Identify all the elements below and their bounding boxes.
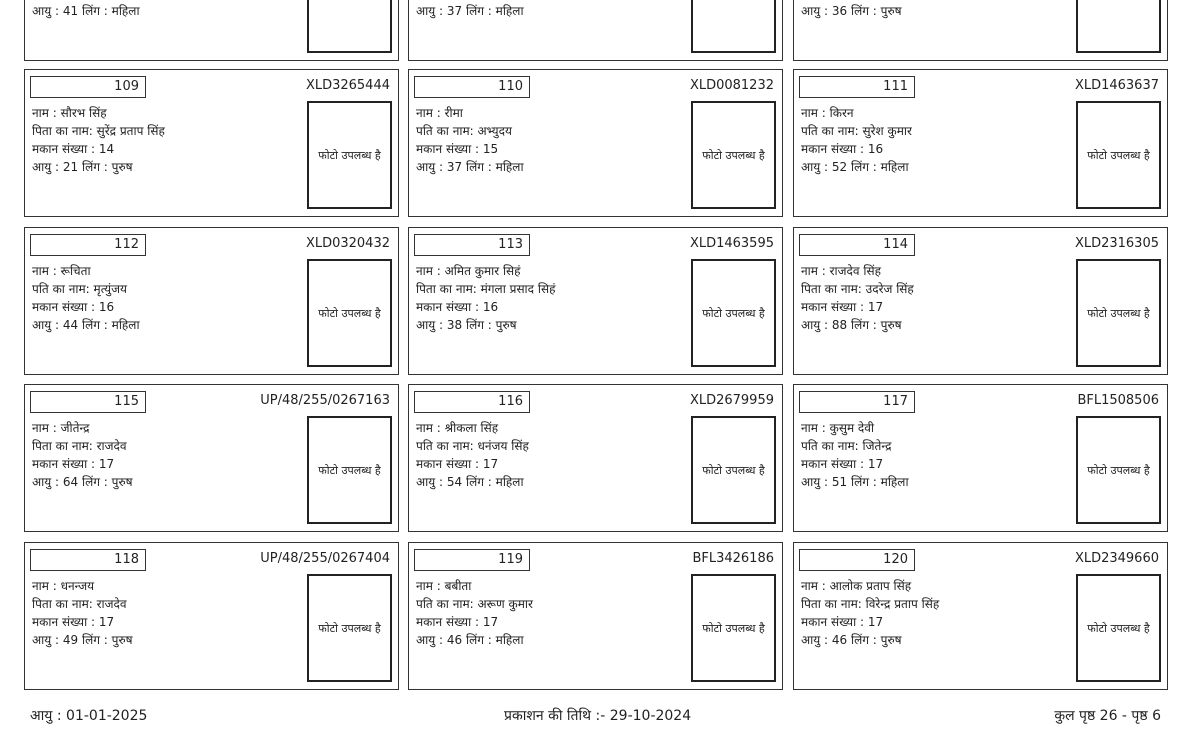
age-gender: आयु : 51 लिंग : महिला (801, 475, 909, 489)
age-gender: आयु : 21 लिंग : पुरुष (32, 160, 133, 174)
voter-name: नाम : बबीता (416, 579, 472, 593)
age-gender: आयु : 37 लिंग : महिला (416, 4, 524, 18)
photo-box (1076, 0, 1161, 53)
photo-box (1076, 574, 1161, 682)
photo-box (307, 0, 392, 53)
house-number: मकान संख्या : 14 (32, 142, 115, 156)
voter-details (32, 104, 165, 176)
voter-card-partial (793, 0, 1168, 61)
photo-label: फोटो उपलब्ध है (1087, 306, 1150, 320)
voter-details (416, 0, 524, 20)
voter-card (408, 542, 783, 690)
voter-card (408, 69, 783, 217)
relative-name: पिता का नाम: राजदेव (32, 597, 127, 611)
voter-name: नाम : रीमा (416, 106, 463, 120)
photo-label: फोटो उपलब्ध है (702, 148, 765, 162)
voter-name: नाम : कुसुम देवी (801, 421, 875, 435)
serial-number: 118 (30, 549, 146, 571)
relative-name: पिता का नाम: उदरेज सिंह (801, 282, 914, 296)
age-gender: आयु : 46 लिंग : पुरुष (801, 633, 902, 647)
house-number: मकान संख्या : 17 (801, 615, 884, 629)
relative-name: पिता का नाम: विरेन्द्र प्रताप सिंह (801, 597, 940, 611)
photo-box (691, 101, 776, 209)
voter-card-partial (24, 0, 399, 61)
epic-id: XLD2679959 (689, 393, 774, 408)
photo-box (691, 416, 776, 524)
epic-id: XLD1463595 (689, 236, 774, 251)
house-number: मकान संख्या : 17 (32, 457, 115, 471)
voter-card (24, 227, 399, 375)
relative-name: पति का नाम: मृत्युंजय (32, 282, 127, 296)
serial-number: 115 (30, 391, 146, 413)
photo-label: फोटो उपलब्ध है (318, 306, 381, 320)
voter-name: नाम : रूचिता (32, 264, 91, 278)
photo-label: फोटो उपलब्ध है (318, 148, 381, 162)
photo-box (307, 259, 392, 367)
photo-box (691, 259, 776, 367)
photo-label: फोटो उपलब्ध है (702, 463, 765, 477)
epic-id: XLD3265444 (305, 78, 390, 93)
age-gender: आयु : 54 लिंग : महिला (416, 475, 524, 489)
photo-box (307, 101, 392, 209)
photo-label: फोटो उपलब्ध है (1087, 463, 1150, 477)
serial-number: 116 (414, 391, 530, 413)
relative-name: पति का नाम: जितेन्द्र (801, 439, 892, 453)
voter-details (801, 577, 939, 649)
photo-box (1076, 416, 1161, 524)
relative-name: पिता का नाम: सुरेंद्र प्रताप सिंह (32, 124, 165, 138)
publication-date: प्रकाशन की तिथि :- 29-10-2024 (504, 708, 692, 724)
voter-card (793, 227, 1168, 375)
epic-id: BFL3426186 (692, 551, 774, 566)
epic-id: XLD2349660 (1074, 551, 1159, 566)
epic-id: XLD1463637 (1074, 78, 1159, 93)
serial-number: 119 (414, 549, 530, 571)
voter-card (408, 384, 783, 532)
voter-details (801, 0, 902, 20)
voter-details (32, 0, 140, 20)
voter-card (24, 69, 399, 217)
house-number: मकान संख्या : 16 (801, 142, 884, 156)
photo-box (307, 416, 392, 524)
voter-details (416, 577, 533, 649)
voter-card (24, 542, 399, 690)
epic-id: UP/48/255/0267163 (260, 393, 390, 408)
serial-number: 110 (414, 76, 530, 98)
house-number: मकान संख्या : 17 (416, 615, 499, 629)
serial-number: 113 (414, 234, 530, 256)
photo-box (1076, 101, 1161, 209)
epic-id: UP/48/255/0267404 (260, 551, 390, 566)
photo-box (691, 0, 776, 53)
age-gender: आयु : 52 लिंग : महिला (801, 160, 909, 174)
age-gender: आयु : 41 लिंग : महिला (32, 4, 140, 18)
serial-number: 114 (799, 234, 915, 256)
voter-card (793, 384, 1168, 532)
relative-name: पिता का नाम: राजदेव (32, 439, 127, 453)
serial-number: 111 (799, 76, 915, 98)
voter-card-partial (408, 0, 783, 61)
voter-card (24, 384, 399, 532)
voter-details (416, 419, 529, 491)
photo-box (1076, 259, 1161, 367)
voter-card (793, 69, 1168, 217)
page-info: कुल पृष्ठ 26 - पृष्ठ 6 (1054, 708, 1161, 724)
epic-id: BFL1508506 (1077, 393, 1159, 408)
voter-name: नाम : श्रीकला सिंह (416, 421, 499, 435)
serial-number: 120 (799, 549, 915, 571)
relative-name: पति का नाम: सुरेश कुमार (801, 124, 912, 138)
photo-box (691, 574, 776, 682)
house-number: मकान संख्या : 16 (416, 300, 499, 314)
voter-name: नाम : सौरभ सिंह (32, 106, 107, 120)
house-number: मकान संख्या : 17 (416, 457, 499, 471)
age-gender: आयु : 44 लिंग : महिला (32, 318, 140, 332)
age-gender: आयु : 36 लिंग : पुरुष (801, 4, 902, 18)
voter-details (32, 577, 133, 649)
photo-label: फोटो उपलब्ध है (318, 621, 381, 635)
voter-details (32, 419, 133, 491)
photo-box (307, 574, 392, 682)
voter-details (416, 104, 524, 176)
voter-card (793, 542, 1168, 690)
relative-name: पति का नाम: धनंजय सिंह (416, 439, 529, 453)
voter-details (801, 262, 914, 334)
voter-name: नाम : अमित कुमार सिहं (416, 264, 521, 278)
voter-name: नाम : जीतेन्द्र (32, 421, 90, 435)
voter-name: नाम : किरन (801, 106, 854, 120)
serial-number: 109 (30, 76, 146, 98)
house-number: मकान संख्या : 15 (416, 142, 499, 156)
voter-card (408, 227, 783, 375)
house-number: मकान संख्या : 17 (801, 300, 884, 314)
epic-id: XLD0081232 (689, 78, 774, 93)
relative-name: पति का नाम: अभ्युदय (416, 124, 512, 138)
voter-name: नाम : राजदेव सिंह (801, 264, 881, 278)
age-gender: आयु : 49 लिंग : पुरुष (32, 633, 133, 647)
age-gender: आयु : 37 लिंग : महिला (416, 160, 524, 174)
voter-name: नाम : आलोक प्रताप सिंह (801, 579, 912, 593)
photo-label: फोटो उपलब्ध है (702, 306, 765, 320)
house-number: मकान संख्या : 16 (32, 300, 115, 314)
age-gender: आयु : 46 लिंग : महिला (416, 633, 524, 647)
photo-label: फोटो उपलब्ध है (702, 621, 765, 635)
age-gender: आयु : 88 लिंग : पुरुष (801, 318, 902, 332)
voter-details (416, 262, 555, 334)
photo-label: फोटो उपलब्ध है (1087, 148, 1150, 162)
photo-label: फोटो उपलब्ध है (318, 463, 381, 477)
serial-number: 117 (799, 391, 915, 413)
voter-name: नाम : धनन्जय (32, 579, 95, 593)
voter-details (32, 262, 140, 334)
age-gender: आयु : 38 लिंग : पुरुष (416, 318, 517, 332)
house-number: मकान संख्या : 17 (801, 457, 884, 471)
relative-name: पिता का नाम: मंगला प्रसाद सिहं (416, 282, 556, 296)
relative-name: पति का नाम: अरूण कुमार (416, 597, 533, 611)
qualifying-date: आयु : 01-01-2025 (30, 708, 148, 724)
epic-id: XLD0320432 (305, 236, 390, 251)
house-number: मकान संख्या : 17 (32, 615, 115, 629)
age-gender: आयु : 64 लिंग : पुरुष (32, 475, 133, 489)
serial-number: 112 (30, 234, 146, 256)
voter-details (801, 419, 909, 491)
epic-id: XLD2316305 (1074, 236, 1159, 251)
voter-details (801, 104, 912, 176)
photo-label: फोटो उपलब्ध है (1087, 621, 1150, 635)
